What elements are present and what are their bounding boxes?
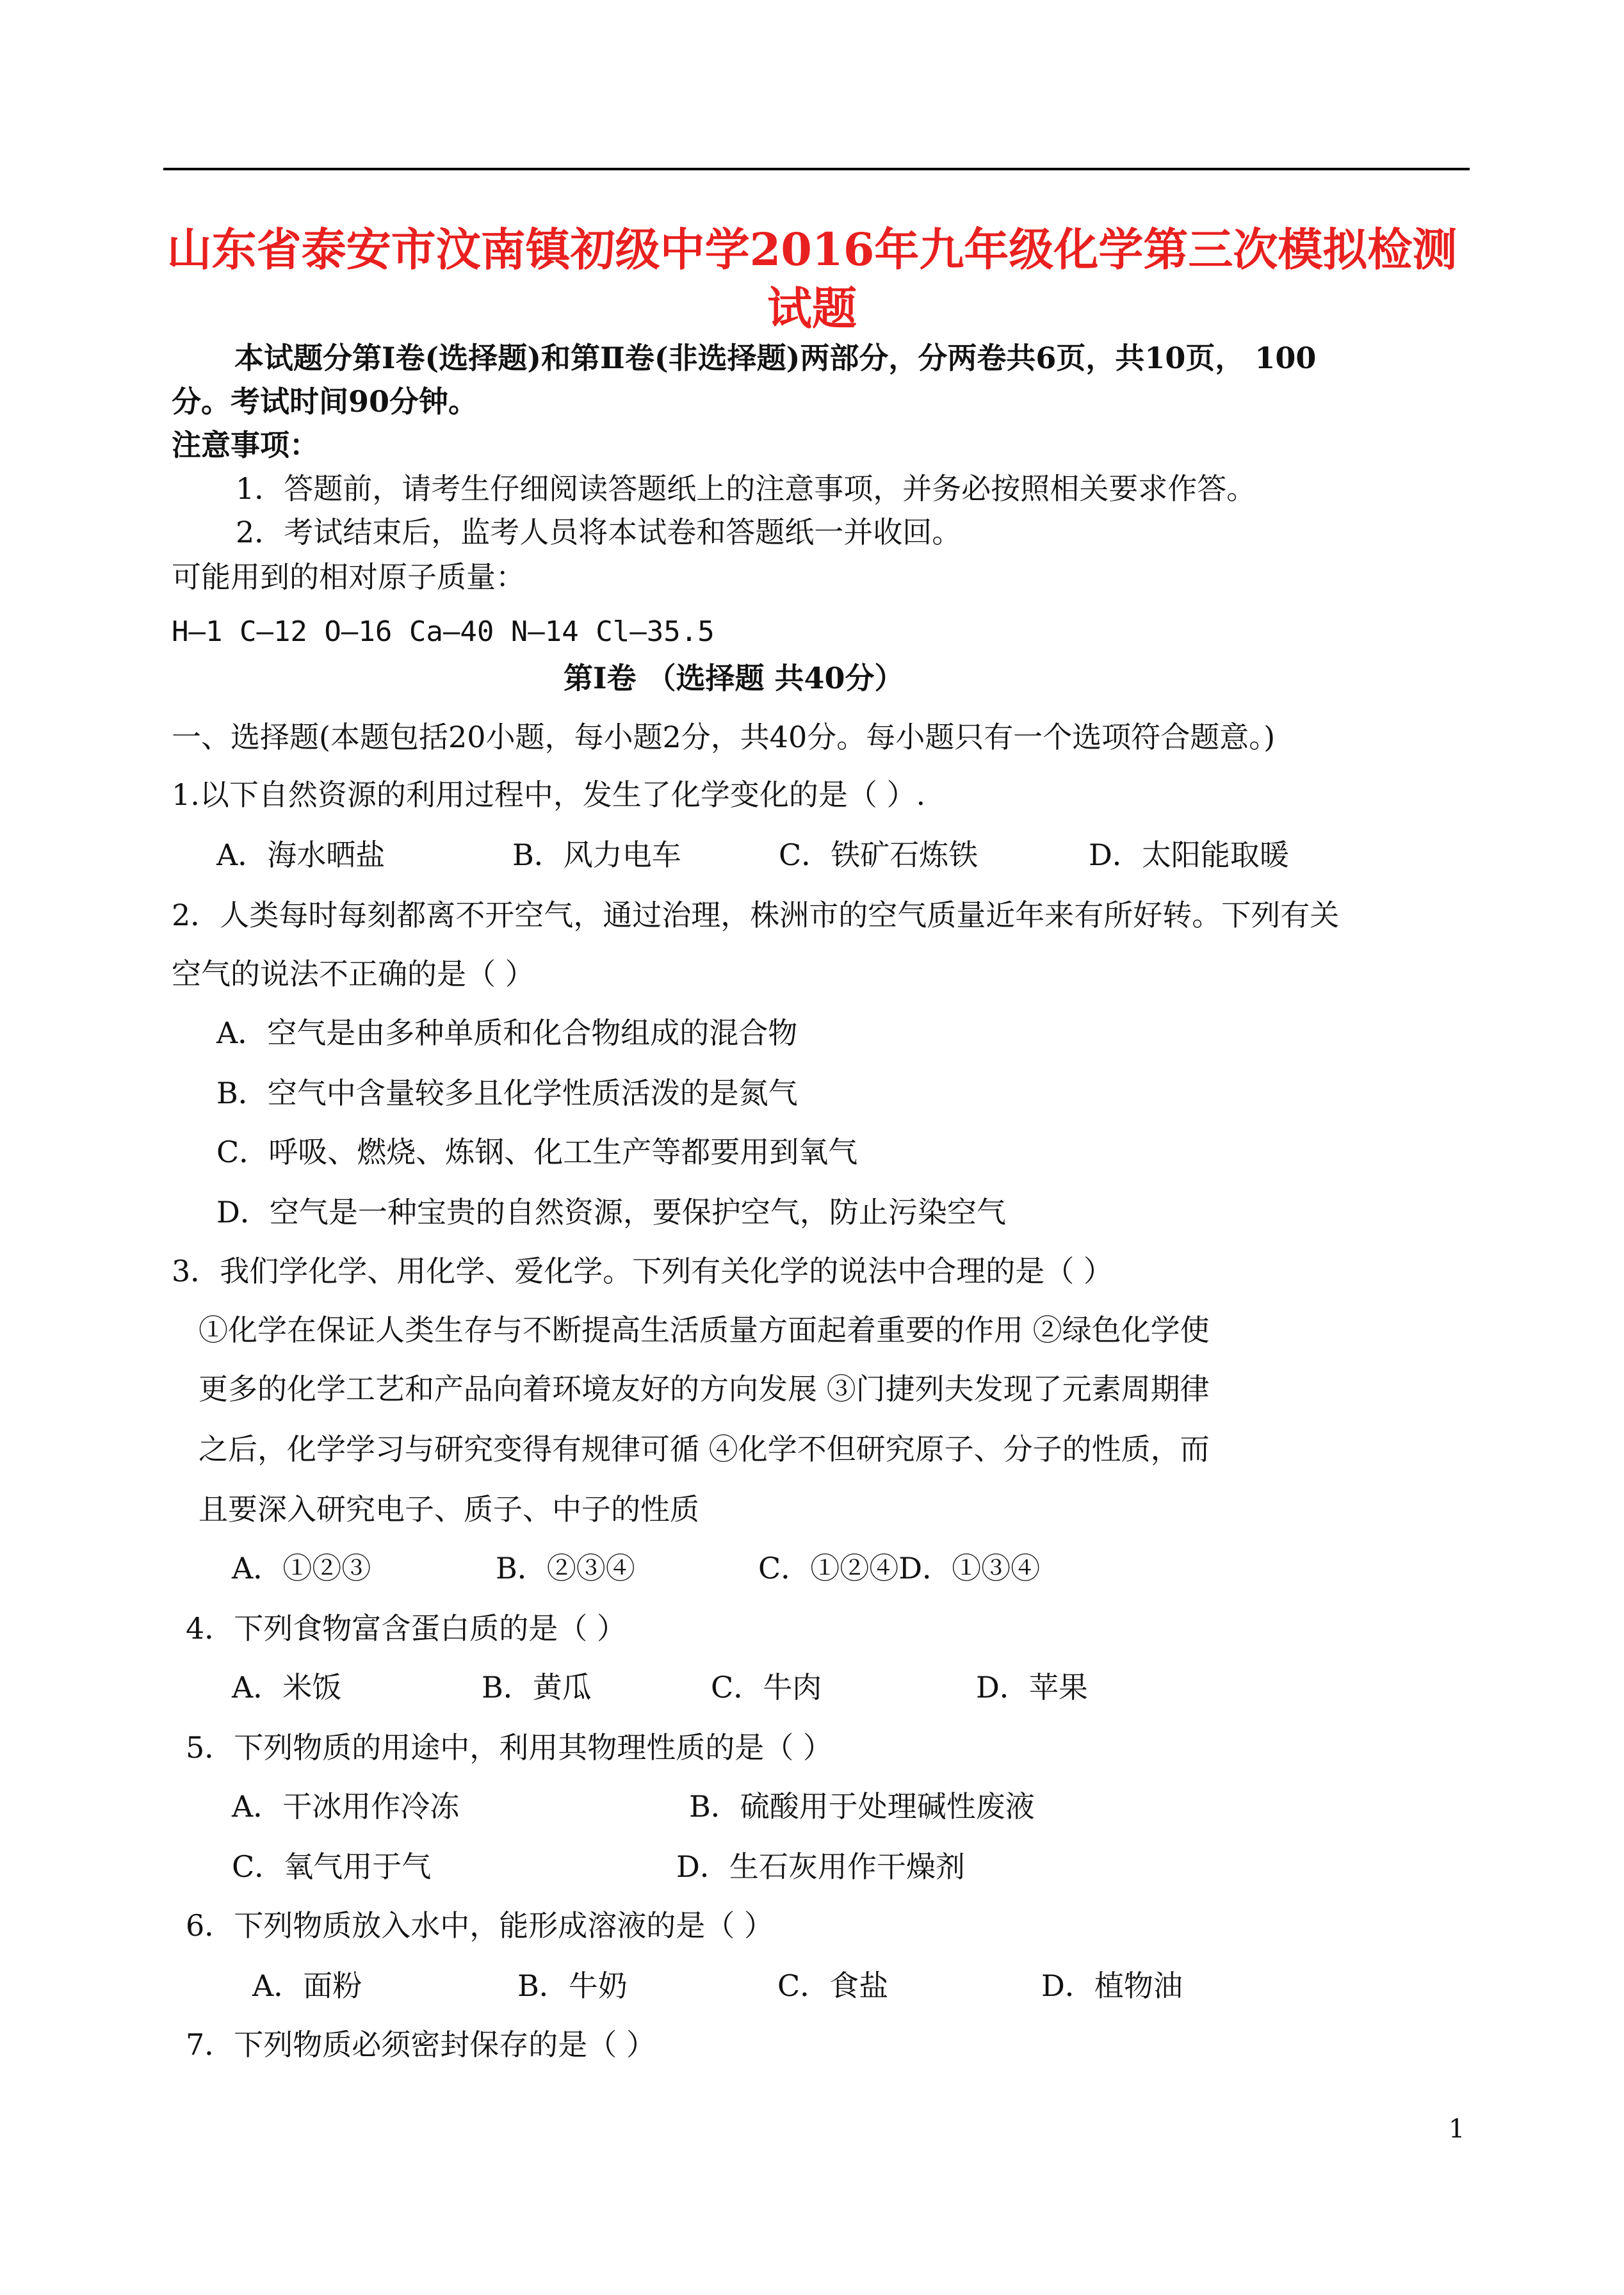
- question-3-statement: 且要深入研究电子、质子、中子的性质: [199, 1492, 699, 1527]
- question-2-stem: 2．人类每时每刻都离不开空气，通过治理，株洲市的空气质量近年来有所好转。下列有关: [172, 898, 1340, 932]
- question-3-statement: 之后，化学学习与研究变得有规律可循 ④化学不但研究原子、分子的性质，而: [199, 1432, 1210, 1466]
- question-3-stem: 3．我们学化学、用化学、爱化学。下列有关化学的说法中合理的是（ ）: [172, 1254, 1113, 1288]
- question-3-option-b: B．②③④: [496, 1551, 635, 1585]
- question-3-option-c-d: C．①②④D．①③④: [758, 1551, 1041, 1585]
- note-item: 2．考试结束后，监考人员将本试卷和答题纸一并收回。: [236, 515, 962, 549]
- question-2-option-d: D．空气是一种宝贵的自然资源，要保护空气，防止污染空气: [216, 1195, 1006, 1229]
- intro-line-1: 本试题分第Ⅰ卷(选择题)和第Ⅱ卷(非选择题)两部分，分两卷共6页，共10页， 100: [234, 341, 1317, 375]
- question-1-option-a: A．海水晒盐: [216, 838, 386, 872]
- section-intro: 一、选择题(本题包括20小题，每小题2分，共40分。每小题只有一个选项符合题意。): [172, 720, 1276, 754]
- question-6-option-b: B．牛奶: [517, 1968, 628, 2003]
- question-5-option-d: D．生石灰用作干燥剂: [676, 1849, 965, 1884]
- header-rule: [163, 168, 1470, 170]
- question-6-option-d: D．植物油: [1041, 1968, 1183, 2003]
- section-title: 第Ⅰ卷 （选择题 共40分）: [564, 661, 904, 695]
- question-7-stem: 7．下列物质必须密封保存的是（ ）: [186, 2027, 656, 2062]
- question-6-option-a: A．面粉: [252, 1968, 362, 2003]
- question-5-option-b: B．硫酸用于处理碱性废液: [689, 1789, 1035, 1824]
- atomic-mass-heading: 可能用到的相对原子质量：: [172, 560, 525, 594]
- question-4-option-a: A．米饭: [232, 1670, 342, 1705]
- page-number: 1: [1449, 2114, 1465, 2144]
- question-2-stem-cont: 空气的说法不正确的是（ ）: [172, 957, 535, 991]
- document-title-line-1: 山东省泰安市汶南镇初级中学2016年九年级化学第三次模拟检测: [166, 223, 1458, 276]
- question-2-option-b: B．空气中含量较多且化学性质活泼的是氮气: [216, 1076, 798, 1110]
- question-1-stem: 1.以下自然资源的利用过程中，发生了化学变化的是（ ）.: [172, 777, 926, 812]
- question-3-option-a: A．①②③: [232, 1551, 371, 1585]
- question-6-stem: 6．下列物质放入水中，能形成溶液的是（ ）: [186, 1908, 774, 1943]
- question-4-option-b: B．黄瓜: [482, 1670, 592, 1705]
- question-1-option-d: D．太阳能取暖: [1089, 838, 1289, 872]
- note-item: 1．答题前，请考生仔细阅读答题纸上的注意事项，并务必按照相关要求作答。: [236, 471, 1256, 506]
- question-1-option-b: B．风力电车: [512, 838, 681, 872]
- question-5-option-a: A．干冰用作冷冻: [232, 1789, 460, 1824]
- question-3-statement: 更多的化学工艺和产品向着环境友好的方向发展 ③门捷列夫发现了元素周期律: [199, 1372, 1210, 1406]
- intro-line-2: 分。考试时间90分钟。: [172, 384, 478, 419]
- question-4-option-c: C．牛肉: [711, 1670, 822, 1705]
- question-3-statement: ①化学在保证人类生存与不断提高生活质量方面起着重要的作用 ②绿色化学使: [199, 1313, 1210, 1347]
- question-4-stem: 4．下列食物富含蛋白质的是（ ）: [186, 1611, 626, 1646]
- question-5-option-c: C．氧气用于气: [232, 1849, 432, 1884]
- atomic-mass-values: H—1 C—12 O—16 Ca—40 N—14 Cl—35.5: [172, 615, 715, 648]
- question-2-option-c: C．呼吸、燃烧、炼钢、化工生产等都要用到氧气: [216, 1135, 858, 1169]
- question-1-option-c: C．铁矿石炼铁: [779, 838, 978, 872]
- question-2-option-a: A．空气是由多种单质和化合物组成的混合物: [216, 1016, 798, 1050]
- question-4-option-d: D．苹果: [976, 1670, 1088, 1705]
- document-title-line-2: 试题: [767, 282, 857, 335]
- question-6-option-c: C．食盐: [777, 1968, 889, 2003]
- notes-heading: 注意事项：: [172, 428, 319, 462]
- question-5-stem: 5．下列物质的用途中，利用其物理性质的是（ ）: [186, 1730, 832, 1765]
